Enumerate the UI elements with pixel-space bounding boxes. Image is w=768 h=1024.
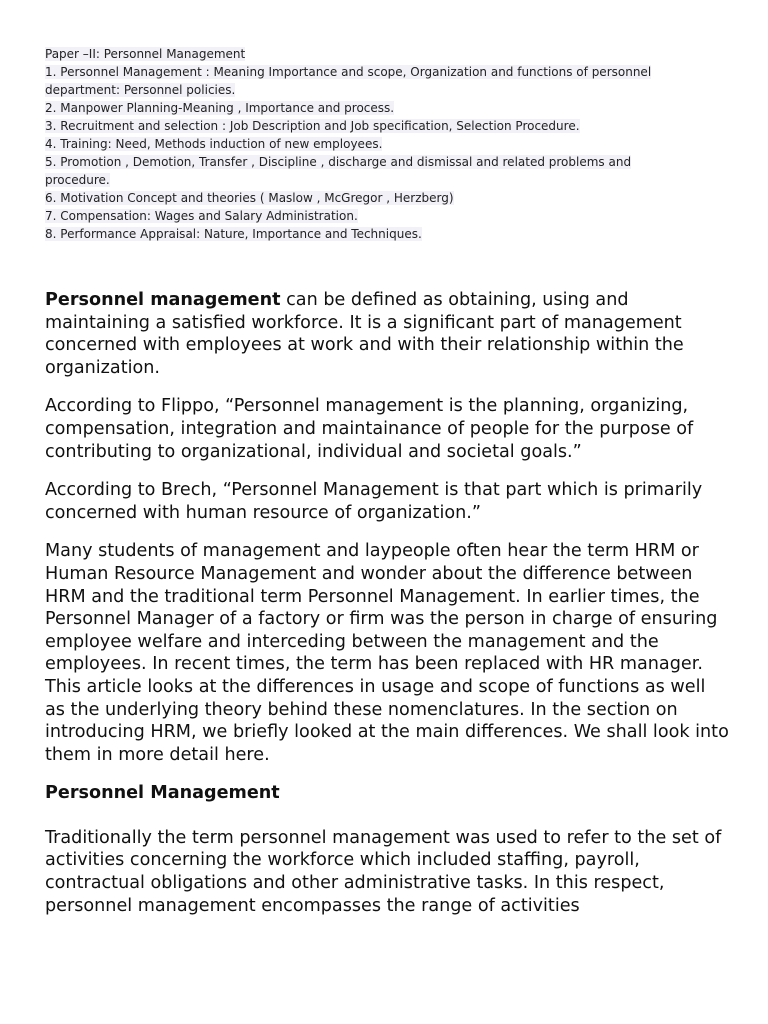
syllabus-item: department: Personnel policies. — [45, 83, 236, 97]
syllabus-item: 2. Manpower Planning-Meaning , Importance and process. — [45, 101, 395, 115]
definition-term: Personnel management — [45, 290, 281, 310]
syllabus-block — [45, 45, 725, 243]
syllabus-title: Paper –II: Personnel Management — [45, 47, 246, 61]
flippo-quote-paragraph: According to Flippo, “Personnel management is the planning, organizing, compensation, integration and maintainance of people for the purpose of contributing to organizational, individual and societal goals.” — [45, 396, 694, 462]
definition-paragraph — [45, 289, 730, 379]
syllabus-item: 7. Compensation: Wages and Salary Administration. — [45, 209, 358, 223]
hrm-comparison-paragraph: Many students of management and laypeople often hear the term HRM or Human Resource Management and wonder about the difference between HRM and the traditional term Personnel Management. In earlier times, the Personnel Manager of a factory or firm was the person in charge of ensuring employee welfare and interceding between the management and the employees. In recent times, the term has been replaced with HR manager. This article looks at the differences in usage and scope of functions as well as the underlying theory behind these nomenclatures. In the section on introducing HRM, we briefly looked at the main differences. We shall look into them in more detail here. — [45, 541, 729, 765]
syllabus-item: 6. Motivation Concept and theories ( Maslow , McGregor , Herzberg) — [45, 191, 454, 205]
syllabus-item: 4. Training: Need, Methods induction of new employees. — [45, 137, 383, 151]
brech-quote-paragraph: According to Brech, “Personnel Management is that part which is primarily concerned with human resource of organization.” — [45, 480, 703, 523]
section-heading: Personnel Management — [45, 783, 280, 804]
syllabus-item: 3. Recruitment and selection : Job Description and Job specification, Selection Procedure. — [45, 119, 580, 133]
definition-text: can be defined as obtaining, using and maintaining a satisfied workforce. It is a significant part of management concerned with employees at work and with their relationship within the organization. — [45, 290, 684, 378]
syllabus-item: procedure. — [45, 173, 110, 187]
syllabus-item: 8. Performance Appraisal: Nature, Importance and Techniques. — [45, 227, 422, 241]
traditional-definition-paragraph: Traditionally the term personnel management was used to refer to the set of activities concerning the workforce which included staffing, payroll, contractual obligations and other administrative tasks. In this respect, personnel management encompasses the range of activities — [45, 827, 722, 916]
syllabus-item: 5. Promotion , Demotion, Transfer , Discipline , discharge and dismissal and related problems and — [45, 155, 632, 169]
article-body — [45, 289, 730, 933]
syllabus-item: 1. Personnel Management : Meaning Importance and scope, Organization and functions of personnel — [45, 65, 652, 79]
